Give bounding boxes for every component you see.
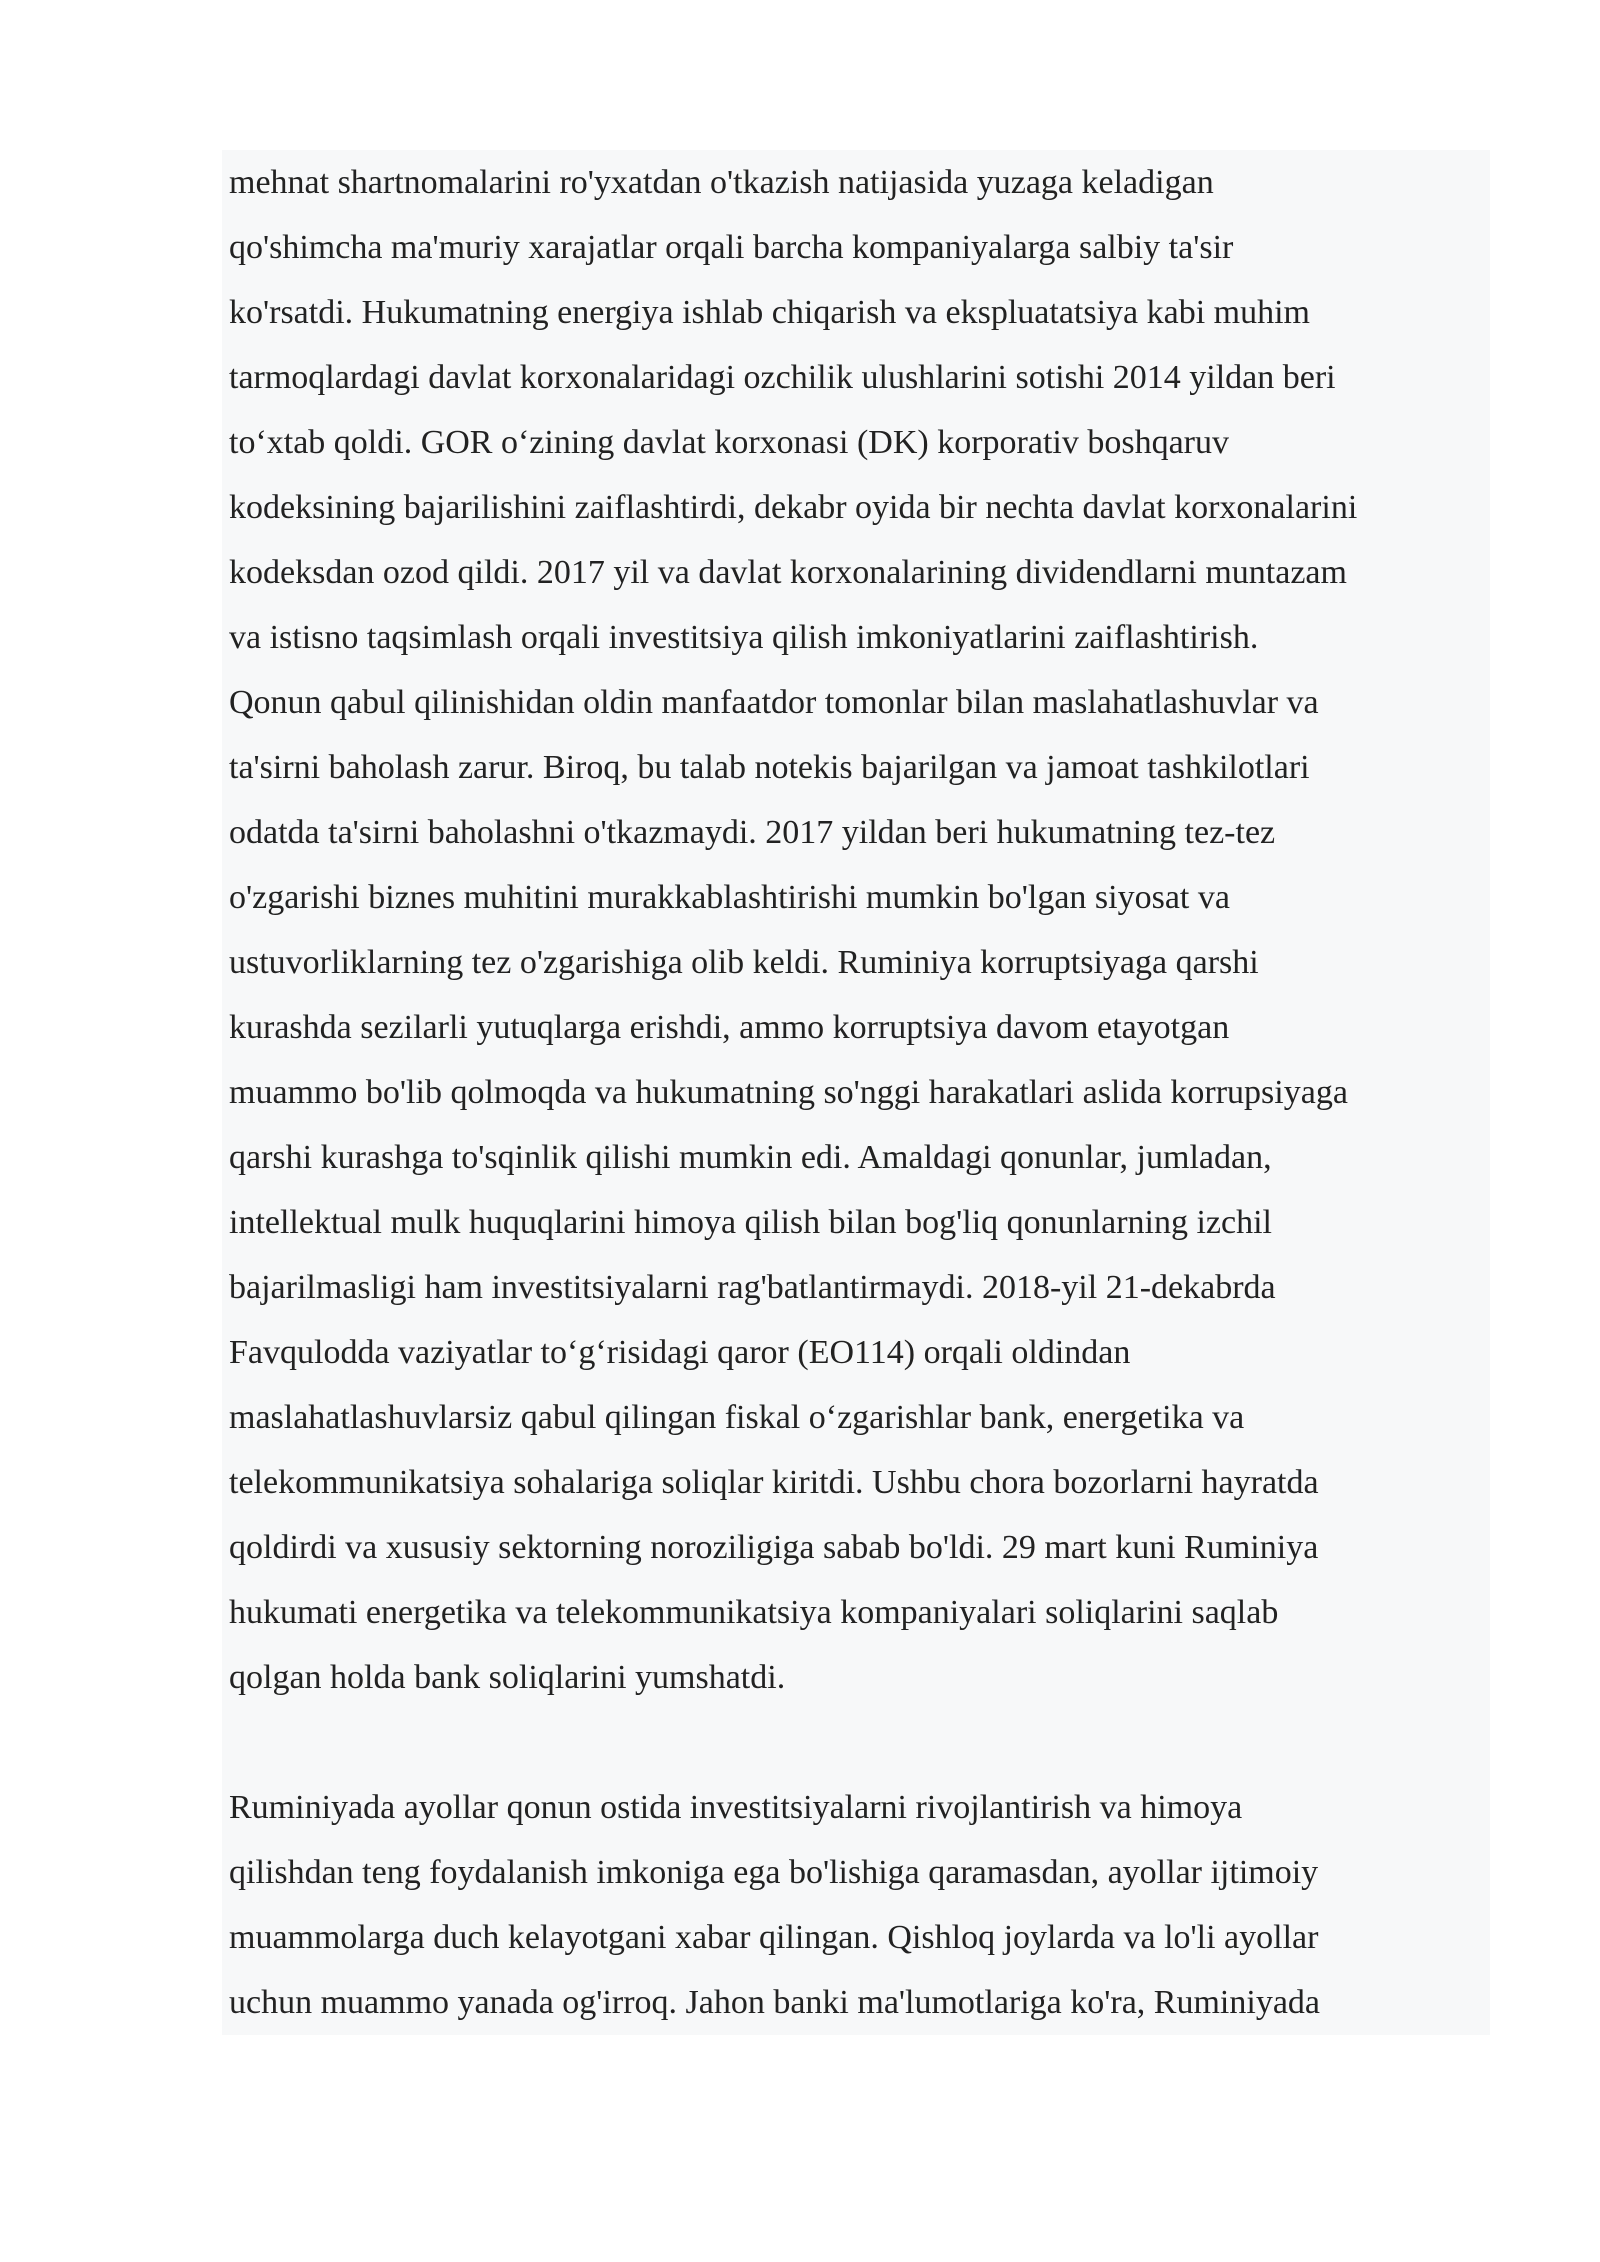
text-line: qo'shimcha ma'muriy xarajatlar orqali barcha kompaniyalarga salbiy ta'sir [229, 229, 1234, 266]
text-line: bajarilmasligi ham investitsiyalarni rag'batlantirmaydi. 2018-yil 21-dekabrda [229, 1269, 1276, 1306]
text-line: maslahatlashuvlarsiz qabul qilingan fiskal o‘zgarishlar bank, energetika va [229, 1399, 1245, 1436]
text-line: uchun muammo yanada og'irroq. Jahon banki ma'lumotlariga ko'ra, Ruminiyada [229, 1984, 1321, 2021]
paragraph-1 [229, 150, 1490, 1710]
text-line: qilishdan teng foydalanish imkoniga ega bo'lishiga qaramasdan, ayollar ijtimoiy [229, 1854, 1319, 1891]
text-line: intellektual mulk huquqlarini himoya qilish bilan bog'liq qonunlarning izchil [229, 1204, 1272, 1241]
text-line: ko'rsatdi. Hukumatning energiya ishlab chiqarish va ekspluatatsiya kabi muhim [229, 294, 1310, 331]
paragraph-spacer [229, 1710, 1490, 1775]
document-body [222, 150, 1490, 2035]
text-line: to‘xtab qoldi. GOR o‘zining davlat korxonasi (DK) korporativ boshqaruv [229, 424, 1229, 461]
text-line: o'zgarishi biznes muhitini murakkablashtirishi mumkin bo'lgan siyosat va [229, 879, 1230, 916]
text-line: mehnat shartnomalarini ro'yxatdan o'tkazish natijasida yuzaga keladigan [229, 164, 1214, 201]
text-line: Ruminiyada ayollar qonun ostida investitsiyalarni rivojlantirish va himoya [229, 1789, 1243, 1826]
text-line: kodeksdan ozod qildi. 2017 yil va davlat korxonalarining dividendlarni muntazam [229, 554, 1347, 591]
text-line: kodeksining bajarilishini zaiflashtirdi, dekabr oyida bir nechta davlat korxonalarini [229, 489, 1358, 526]
text-line: qoldirdi va xususiy sektorning noroziligiga sabab bo'ldi. 29 mart kuni Ruminiya [229, 1529, 1319, 1566]
text-line: kurashda sezilarli yutuqlarga erishdi, ammo korruptsiya davom etayotgan [229, 1009, 1230, 1046]
text-line: odatda ta'sirni baholashni o'tkazmaydi. 2017 yildan beri hukumatning tez-tez [229, 814, 1276, 851]
paragraph-2 [229, 1775, 1490, 2035]
text-line: muammo bo'lib qolmoqda va hukumatning so'nggi harakatlari aslida korrupsiyaga [229, 1074, 1348, 1111]
text-line: qolgan holda bank soliqlarini yumshatdi. [229, 1659, 786, 1696]
text-line: ustuvorliklarning tez o'zgarishiga olib keldi. Ruminiya korruptsiyaga qarshi [229, 944, 1259, 981]
text-line: Qonun qabul qilinishidan oldin manfaatdor tomonlar bilan maslahatlashuvlar va [229, 684, 1319, 721]
text-line: va istisno taqsimlash orqali investitsiya qilish imkoniyatlarini zaiflashtirish. [229, 619, 1259, 656]
text-line: hukumati energetika va telekommunikatsiya kompaniyalari soliqlarini saqlab [229, 1594, 1279, 1631]
text-line: muammolarga duch kelayotgani xabar qilingan. Qishloq joylarda va lo'li ayollar [229, 1919, 1319, 1956]
text-line: telekommunikatsiya sohalariga soliqlar kiritdi. Ushbu chora bozorlarni hayratda [229, 1464, 1319, 1501]
text-line: Favqulodda vaziyatlar to‘g‘risidagi qaror (EO114) orqali oldindan [229, 1334, 1131, 1371]
text-line: tarmoqlardagi davlat korxonalaridagi ozchilik ulushlarini sotishi 2014 yildan beri [229, 359, 1336, 396]
text-line: qarshi kurashga to'sqinlik qilishi mumkin edi. Amaldagi qonunlar, jumladan, [229, 1139, 1272, 1176]
text-line: ta'sirni baholash zarur. Biroq, bu talab notekis bajarilgan va jamoat tashkilotlari [229, 749, 1310, 786]
